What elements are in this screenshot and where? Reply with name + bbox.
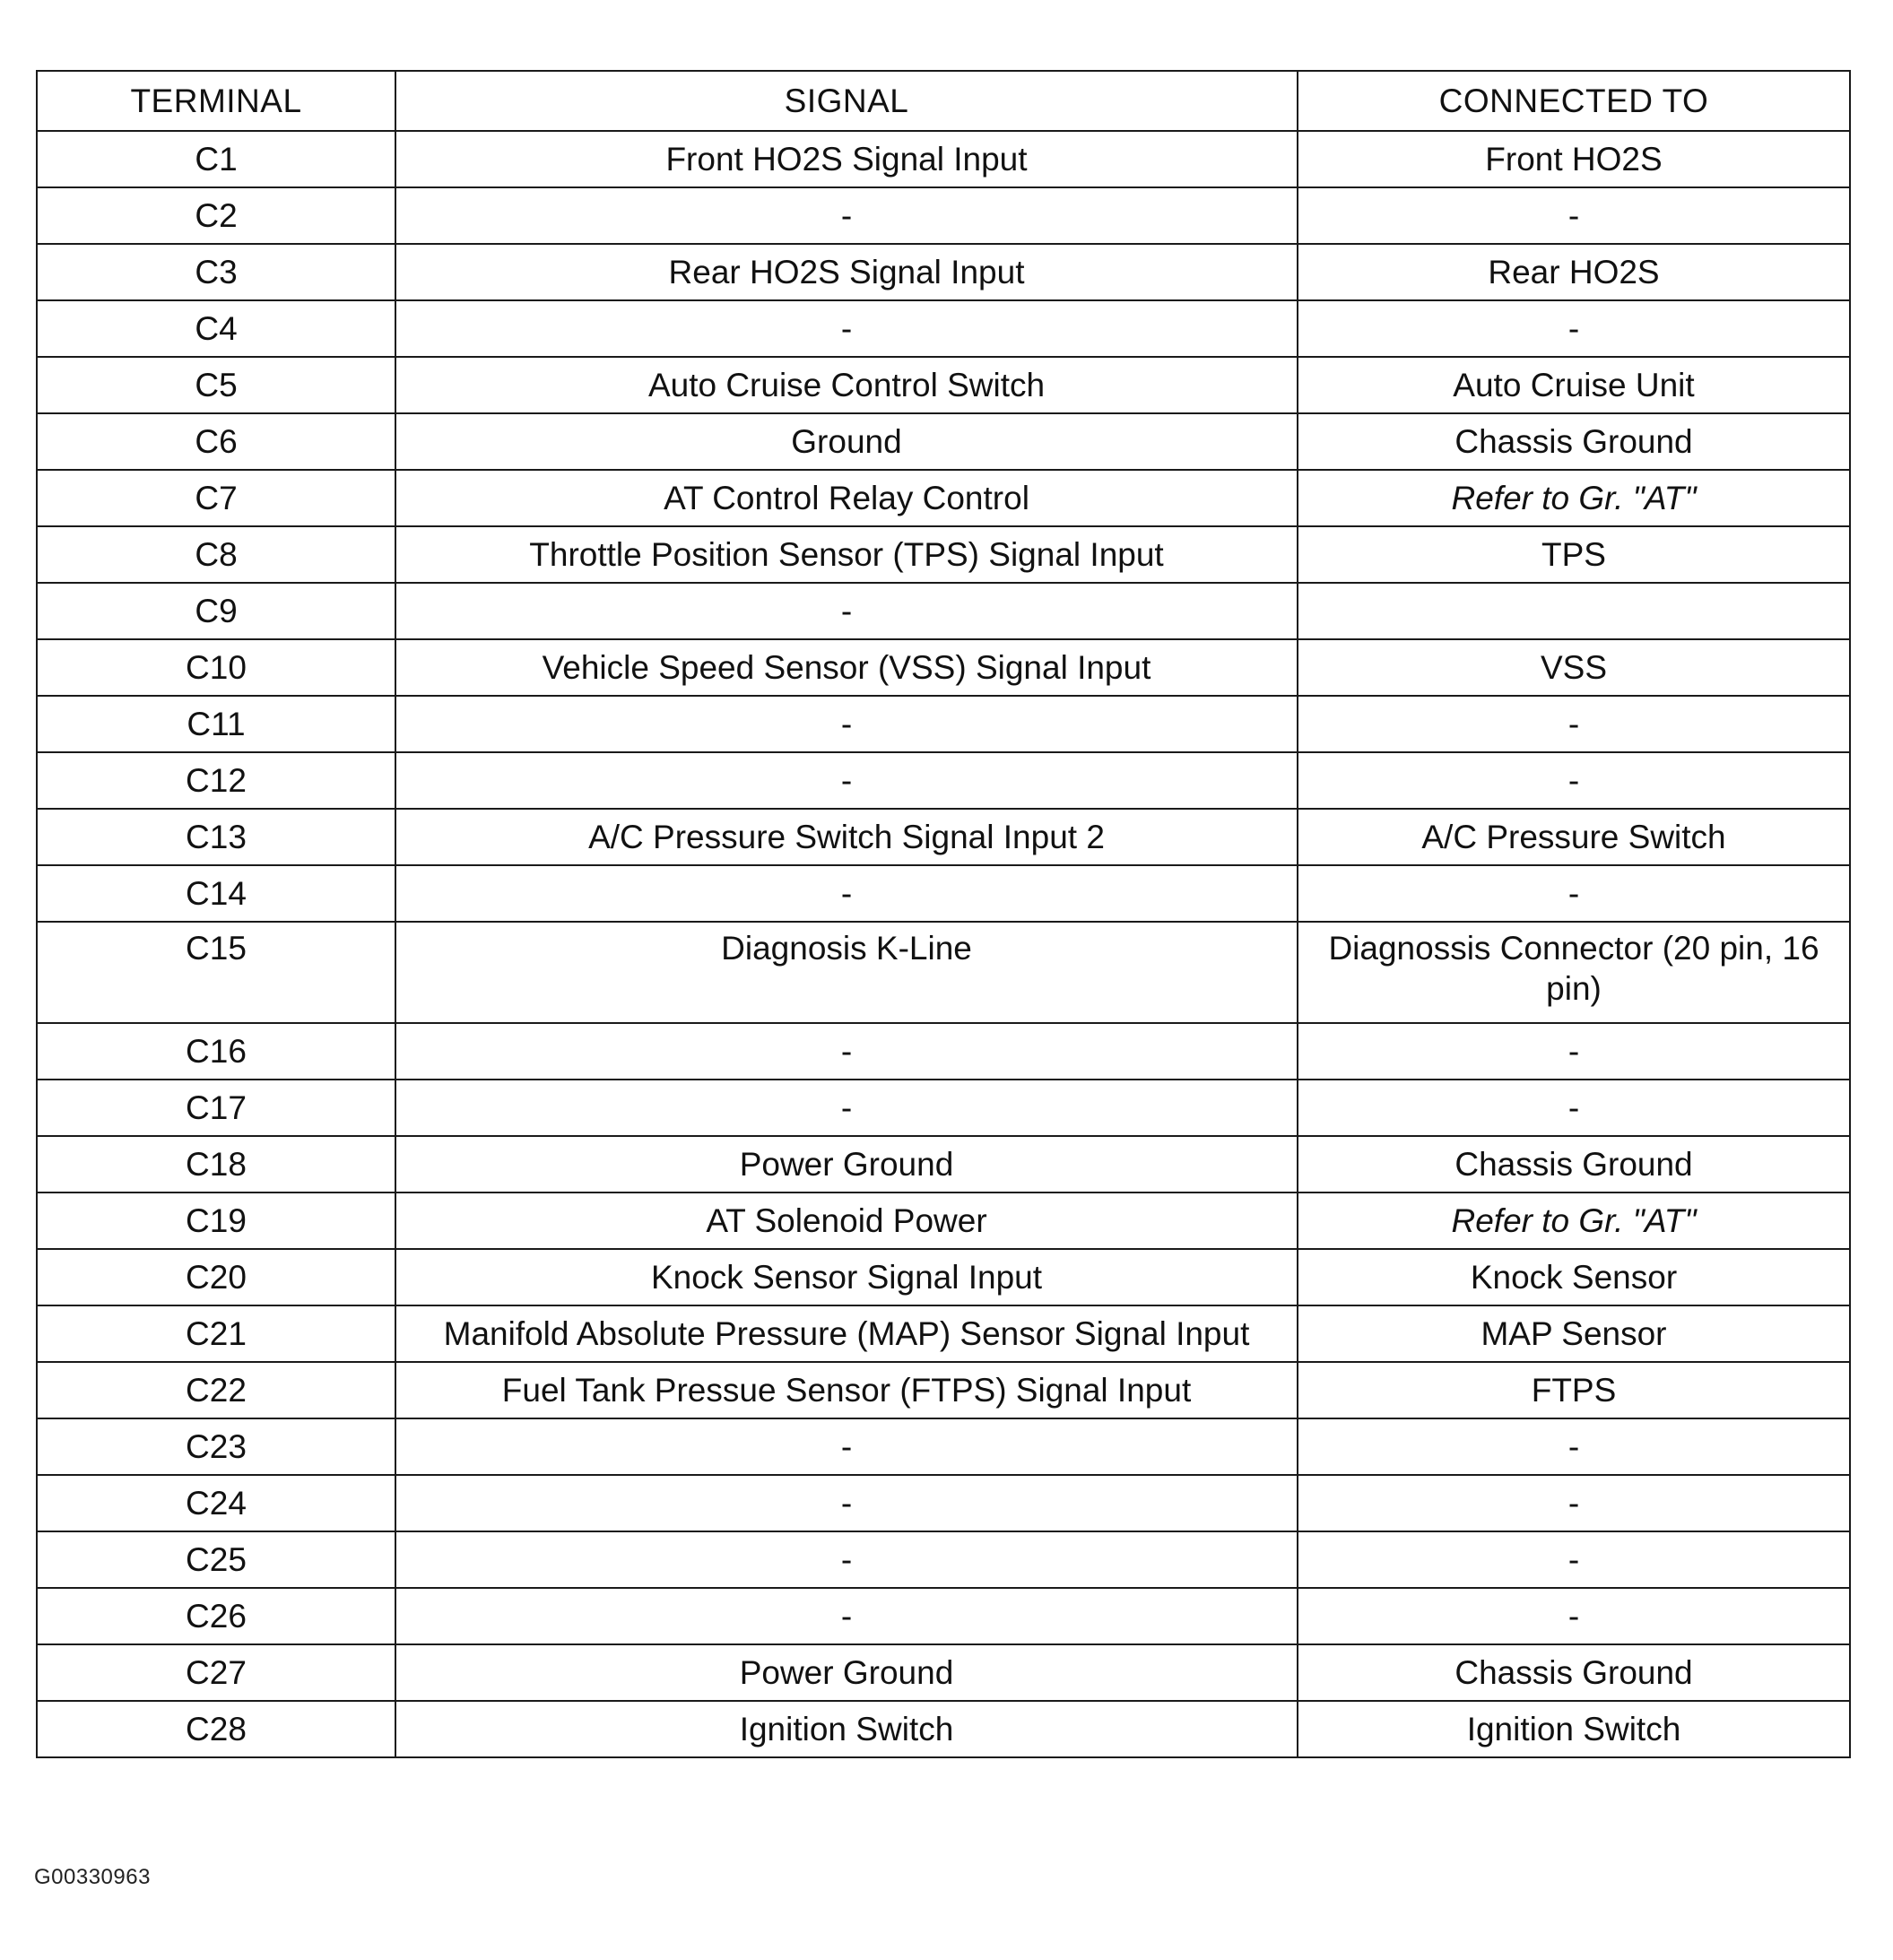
connected-to-cell: Rear HO2S: [1298, 244, 1850, 300]
table-row: [37, 1418, 1850, 1475]
table-row: [37, 1080, 1850, 1136]
table-row: [37, 413, 1850, 470]
terminal-cell: C18: [37, 1136, 395, 1192]
connected-to-cell: -: [1298, 1531, 1850, 1588]
terminal-cell: C25: [37, 1531, 395, 1588]
signal-cell: -: [395, 1080, 1298, 1136]
connected-to-cell: Chassis Ground: [1298, 1136, 1850, 1192]
terminal-cell: C6: [37, 413, 395, 470]
table-row: [37, 1305, 1850, 1362]
signal-cell: -: [395, 1588, 1298, 1644]
figure-id: G00330963: [34, 1865, 151, 1889]
terminal-cell: C24: [37, 1475, 395, 1531]
table-row: [37, 583, 1850, 639]
terminal-cell: C23: [37, 1418, 395, 1475]
signal-cell: Vehicle Speed Sensor (VSS) Signal Input: [395, 639, 1298, 696]
terminal-cell: C17: [37, 1080, 395, 1136]
terminal-table: [36, 70, 1851, 1758]
terminal-cell: C3: [37, 244, 395, 300]
table-row: [37, 300, 1850, 357]
connected-to-cell: FTPS: [1298, 1362, 1850, 1418]
connected-to-cell: Chassis Ground: [1298, 413, 1850, 470]
signal-cell: -: [395, 300, 1298, 357]
connected-to-cell: -: [1298, 1080, 1850, 1136]
table-row: [37, 131, 1850, 187]
terminal-cell: C8: [37, 526, 395, 583]
signal-cell: AT Control Relay Control: [395, 470, 1298, 526]
signal-cell: Auto Cruise Control Switch: [395, 357, 1298, 413]
signal-cell: -: [395, 1475, 1298, 1531]
table-row: [37, 696, 1850, 752]
signal-cell: Diagnosis K-Line: [395, 922, 1298, 1023]
signal-cell: Manifold Absolute Pressure (MAP) Sensor Signal Input: [395, 1305, 1298, 1362]
connected-to-cell: -: [1298, 752, 1850, 809]
connected-to-cell: -: [1298, 696, 1850, 752]
table-row: [37, 470, 1850, 526]
connected-to-cell: -: [1298, 1418, 1850, 1475]
connected-to-cell: Front HO2S: [1298, 131, 1850, 187]
table-header: [37, 71, 1850, 131]
table-row: [37, 187, 1850, 244]
terminal-cell: C19: [37, 1192, 395, 1249]
table-row: [37, 1136, 1850, 1192]
signal-cell: A/C Pressure Switch Signal Input 2: [395, 809, 1298, 865]
table-row: [37, 809, 1850, 865]
table-body: [37, 131, 1850, 1757]
signal-cell: Ignition Switch: [395, 1701, 1298, 1757]
signal-cell: Ground: [395, 413, 1298, 470]
terminal-cell: C21: [37, 1305, 395, 1362]
signal-cell: Throttle Position Sensor (TPS) Signal Input: [395, 526, 1298, 583]
terminal-cell: C20: [37, 1249, 395, 1305]
connected-to-cell: [1298, 583, 1850, 639]
terminal-cell: C9: [37, 583, 395, 639]
connected-to-cell: -: [1298, 1475, 1850, 1531]
connected-to-cell: Auto Cruise Unit: [1298, 357, 1850, 413]
signal-cell: -: [395, 187, 1298, 244]
signal-cell: Power Ground: [395, 1644, 1298, 1701]
header-signal: SIGNAL: [395, 71, 1298, 131]
terminal-cell: C7: [37, 470, 395, 526]
connected-to-cell: Diagnossis Connector (20 pin, 16 pin): [1298, 922, 1850, 1023]
terminal-cell: C4: [37, 300, 395, 357]
terminal-cell: C28: [37, 1701, 395, 1757]
terminal-table-container: [36, 70, 1849, 1758]
connected-to-cell: -: [1298, 300, 1850, 357]
table-row: [37, 1192, 1850, 1249]
signal-cell: -: [395, 1418, 1298, 1475]
signal-cell: AT Solenoid Power: [395, 1192, 1298, 1249]
terminal-cell: C22: [37, 1362, 395, 1418]
terminal-cell: C1: [37, 131, 395, 187]
terminal-cell: C16: [37, 1023, 395, 1080]
table-row: [37, 1588, 1850, 1644]
connected-to-cell: A/C Pressure Switch: [1298, 809, 1850, 865]
connected-to-cell: VSS: [1298, 639, 1850, 696]
table-row: [37, 865, 1850, 922]
table-row: [37, 752, 1850, 809]
table-row: [37, 357, 1850, 413]
table-row: [37, 526, 1850, 583]
terminal-cell: C27: [37, 1644, 395, 1701]
signal-cell: Power Ground: [395, 1136, 1298, 1192]
terminal-cell: C26: [37, 1588, 395, 1644]
header-connected-to: CONNECTED TO: [1298, 71, 1850, 131]
terminal-cell: C15: [37, 922, 395, 1023]
signal-cell: Front HO2S Signal Input: [395, 131, 1298, 187]
table-row: [37, 639, 1850, 696]
connected-to-cell: Refer to Gr. "AT": [1298, 1192, 1850, 1249]
table-row: [37, 1023, 1850, 1080]
terminal-cell: C11: [37, 696, 395, 752]
signal-cell: -: [395, 865, 1298, 922]
header-row: [37, 71, 1850, 131]
table-row: [37, 1475, 1850, 1531]
connected-to-cell: Refer to Gr. "AT": [1298, 470, 1850, 526]
connected-to-cell: -: [1298, 865, 1850, 922]
terminal-cell: C5: [37, 357, 395, 413]
table-row: [37, 1249, 1850, 1305]
connected-to-cell: -: [1298, 1023, 1850, 1080]
table-row: [37, 1531, 1850, 1588]
signal-cell: Knock Sensor Signal Input: [395, 1249, 1298, 1305]
connected-to-cell: Chassis Ground: [1298, 1644, 1850, 1701]
header-terminal: TERMINAL: [37, 71, 395, 131]
signal-cell: Fuel Tank Pressue Sensor (FTPS) Signal Input: [395, 1362, 1298, 1418]
signal-cell: -: [395, 583, 1298, 639]
terminal-cell: C14: [37, 865, 395, 922]
terminal-cell: C10: [37, 639, 395, 696]
terminal-cell: C12: [37, 752, 395, 809]
table-row: [37, 244, 1850, 300]
table-row: [37, 922, 1850, 1023]
signal-cell: -: [395, 1531, 1298, 1588]
signal-cell: Rear HO2S Signal Input: [395, 244, 1298, 300]
terminal-cell: C13: [37, 809, 395, 865]
connected-to-cell: Ignition Switch: [1298, 1701, 1850, 1757]
table-row: [37, 1362, 1850, 1418]
connected-to-cell: MAP Sensor: [1298, 1305, 1850, 1362]
signal-cell: -: [395, 1023, 1298, 1080]
connected-to-cell: TPS: [1298, 526, 1850, 583]
connected-to-cell: -: [1298, 187, 1850, 244]
table-row: [37, 1644, 1850, 1701]
connected-to-cell: Knock Sensor: [1298, 1249, 1850, 1305]
terminal-cell: C2: [37, 187, 395, 244]
table-row: [37, 1701, 1850, 1757]
connected-to-cell: -: [1298, 1588, 1850, 1644]
signal-cell: -: [395, 752, 1298, 809]
signal-cell: -: [395, 696, 1298, 752]
